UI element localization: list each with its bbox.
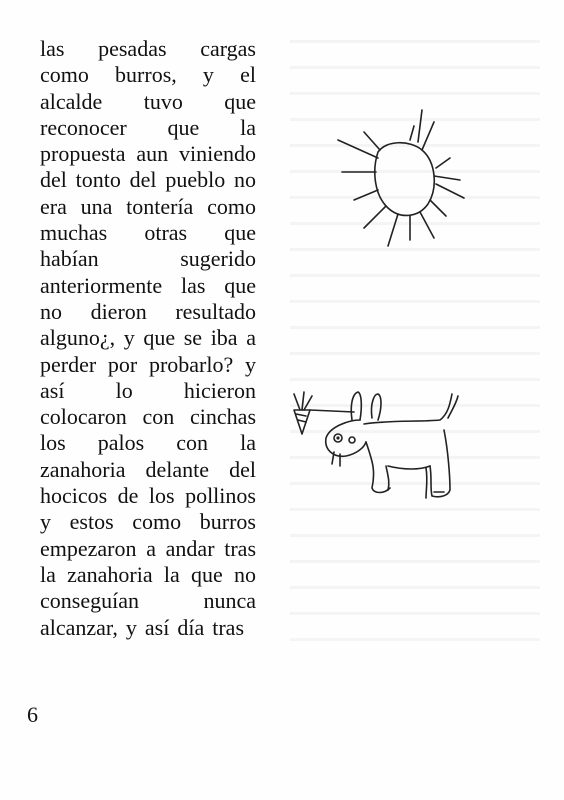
text-word: a xyxy=(246,325,256,351)
text-word: hicieron xyxy=(183,377,256,403)
text-word: nunca xyxy=(203,588,256,614)
text-word: que xyxy=(167,114,200,140)
text-word: del xyxy=(40,167,67,193)
text-word: la xyxy=(40,561,56,587)
text-line xyxy=(40,325,256,351)
text-word: zanahoria xyxy=(40,456,126,482)
text-line xyxy=(40,273,256,299)
text-word: de xyxy=(117,483,139,509)
text-word: zanahoria xyxy=(67,561,153,587)
text-word: colocaron xyxy=(40,404,127,430)
text-word: sugerido xyxy=(180,246,256,272)
text-word: burros xyxy=(199,509,256,535)
text-word: el xyxy=(240,62,256,88)
text-word: hocicos xyxy=(40,483,108,509)
text-word: aun xyxy=(136,141,169,167)
text-word: y xyxy=(125,614,137,640)
text-word: otras xyxy=(144,220,188,246)
text-word: tontería xyxy=(126,193,194,219)
donkey-icon xyxy=(280,380,470,510)
text-word: y xyxy=(202,62,214,88)
text-line xyxy=(40,536,256,562)
text-line xyxy=(40,430,256,456)
text-word: del xyxy=(229,456,256,482)
text-word: tras xyxy=(224,535,256,561)
text-line xyxy=(40,299,256,325)
text-word: estos xyxy=(69,509,114,535)
text-line xyxy=(40,562,256,588)
text-line xyxy=(40,615,256,641)
text-word: por xyxy=(107,351,138,377)
text-word: delante xyxy=(145,456,210,482)
text-word: día xyxy=(177,614,205,640)
text-word: alguno¿, xyxy=(40,325,116,351)
text-word: que xyxy=(224,220,256,246)
text-word: los xyxy=(148,483,175,509)
text-word: viniendo xyxy=(178,141,256,167)
text-word: tras xyxy=(212,614,244,640)
text-word: cargas xyxy=(200,36,256,61)
text-word: como xyxy=(40,62,89,88)
text-word: las xyxy=(40,36,65,61)
text-line xyxy=(40,141,256,167)
text-word: conseguían xyxy=(40,588,139,614)
text-word: pollinos xyxy=(185,483,256,509)
text-word: se xyxy=(183,325,203,351)
sun-drawing xyxy=(330,100,470,250)
text-word: y xyxy=(123,325,135,351)
text-word: cinchas xyxy=(190,404,256,430)
text-word: tonto xyxy=(75,167,121,193)
text-word: habían xyxy=(40,246,99,272)
text-word: a xyxy=(146,535,156,561)
text-word: andar xyxy=(165,535,215,561)
text-word: tuvo xyxy=(143,88,183,114)
text-word: propuesta xyxy=(40,141,126,167)
text-word: que xyxy=(143,325,176,351)
text-word: alcalde xyxy=(40,88,103,114)
text-word: pesadas xyxy=(98,36,167,61)
text-word: los xyxy=(40,430,66,456)
text-word: empezaron xyxy=(40,535,137,561)
text-line xyxy=(40,115,256,141)
text-line xyxy=(40,483,256,509)
text-word: que xyxy=(224,272,256,298)
text-word: como xyxy=(132,509,182,535)
text-line xyxy=(40,194,256,220)
text-word: anteriormente xyxy=(40,272,163,298)
text-word: probarlo? xyxy=(148,351,234,377)
text-line xyxy=(40,352,256,378)
text-word: del xyxy=(129,167,157,193)
text-line xyxy=(40,246,256,272)
text-word: alcanzar, xyxy=(40,614,118,640)
text-word: que xyxy=(224,88,256,114)
text-word: no xyxy=(40,298,62,324)
text-word: la xyxy=(240,114,256,140)
text-word: era xyxy=(40,193,67,219)
text-word: así xyxy=(144,614,170,640)
text-word: resultado xyxy=(175,298,256,324)
text-word: con xyxy=(142,404,175,430)
text-word: no xyxy=(233,561,256,587)
text-line xyxy=(40,36,256,62)
text-line xyxy=(40,167,256,193)
text-word: dieron xyxy=(90,298,147,324)
body-text xyxy=(40,36,256,641)
text-word: burros, xyxy=(115,62,177,88)
page-number: 6 xyxy=(27,702,38,727)
text-word: que xyxy=(190,561,223,587)
text-word: la xyxy=(240,430,256,456)
text-word: pueblo xyxy=(165,167,226,193)
text-word: la xyxy=(163,561,180,587)
text-line xyxy=(40,89,256,115)
text-word: palos xyxy=(97,430,145,456)
text-word: con xyxy=(176,430,209,456)
text-word: lo xyxy=(115,377,133,403)
text-line xyxy=(40,509,256,535)
text-line xyxy=(40,62,256,88)
text-line xyxy=(40,404,256,430)
text-word: muchas xyxy=(40,220,108,246)
text-word: perder xyxy=(40,351,97,377)
text-line xyxy=(40,457,256,483)
text-line xyxy=(40,220,256,246)
text-word: reconocer xyxy=(40,114,127,140)
text-word: como xyxy=(207,193,256,219)
text-word: iba xyxy=(210,325,238,351)
text-word: así xyxy=(40,377,65,403)
text-word: y xyxy=(40,509,51,535)
text-word: y xyxy=(244,351,256,377)
donkey-with-carrot-drawing xyxy=(280,380,470,510)
text-word: no xyxy=(233,167,256,193)
text-line xyxy=(40,588,256,614)
sun-icon xyxy=(330,100,470,250)
text-word: una xyxy=(80,193,113,219)
text-word: las xyxy=(180,272,206,298)
text-line xyxy=(40,378,256,404)
